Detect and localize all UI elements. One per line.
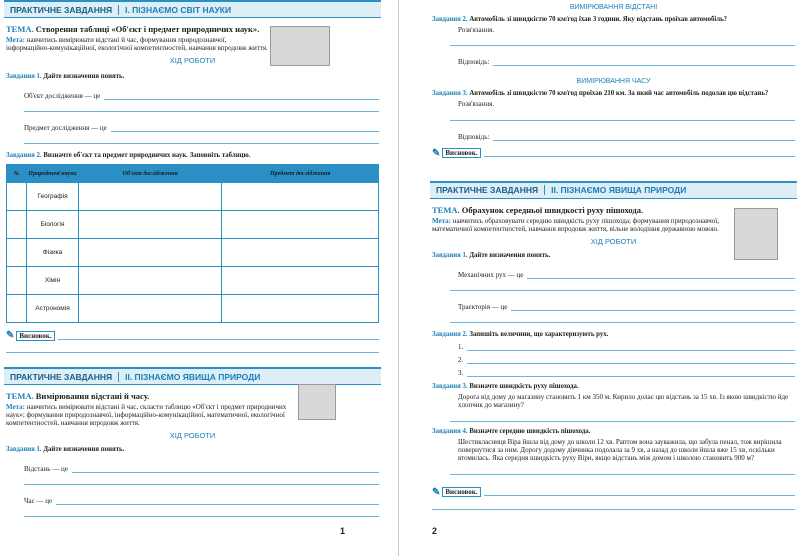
stopwatch-image bbox=[298, 384, 336, 420]
distance-definition-field[interactable] bbox=[24, 463, 379, 473]
task-2 bbox=[432, 331, 795, 338]
item-number: 3. bbox=[458, 368, 464, 377]
pencil-icon: ✎ bbox=[432, 486, 441, 498]
task-label: Завдання 1. bbox=[6, 446, 42, 454]
table-cell[interactable] bbox=[79, 295, 222, 323]
conclusion-label: Висновок. bbox=[16, 331, 54, 341]
header-section: І. ПІЗНАЄМО СВІТ НАУКИ bbox=[118, 5, 231, 15]
science-name: Біологія bbox=[27, 211, 79, 239]
task-label: Завдання 1. bbox=[432, 251, 468, 259]
field-label: Відстань — це bbox=[24, 465, 68, 474]
section-heading: ВИМІРЮВАННЯ ЧАСУ bbox=[576, 78, 651, 86]
table-cell[interactable] bbox=[79, 267, 222, 295]
task-3 bbox=[432, 90, 795, 97]
table-cell[interactable] bbox=[79, 183, 222, 211]
topic-text: Вимірювання відстані й часу. bbox=[35, 391, 150, 402]
sciences-table bbox=[6, 164, 379, 323]
table-row bbox=[7, 295, 379, 323]
object-definition-field[interactable] bbox=[24, 90, 379, 100]
topic-title bbox=[432, 205, 727, 215]
goal-text: навчитись вимірювати відстані й час, скласти таблицю «Об'єкт і предмет природничих наук»; формування природознавчої, інформаційно-комунікаційної, математичної, екологічної компетентностей, навчання впродовж життя. bbox=[6, 403, 287, 428]
task-text: Визначте об'єкт та предмет природничих наук. Заповніть таблицю. bbox=[43, 152, 251, 160]
table-row bbox=[7, 211, 379, 239]
conclusion-label: Висновок. bbox=[442, 148, 480, 158]
practical-header-2 bbox=[4, 367, 381, 385]
table-cell[interactable] bbox=[222, 211, 379, 239]
table-cell[interactable] bbox=[79, 239, 222, 267]
conclusion[interactable] bbox=[432, 148, 795, 159]
task-body: Дорога від дому до магазину становить 1 км 350 м. Кирило долає цю відстань за 15 хв. Із якою швидкістю йде хлопчик до магазину? bbox=[458, 392, 789, 410]
numbered-line[interactable] bbox=[458, 355, 795, 364]
answer-field[interactable] bbox=[458, 131, 795, 141]
table-cell[interactable] bbox=[79, 211, 222, 239]
numbered-line[interactable] bbox=[458, 342, 795, 351]
field-label: Об'єкт дослідження — це bbox=[24, 92, 101, 101]
header-section: ІІ. ПІЗНАЄМО ЯВИЩА ПРИРОДИ bbox=[544, 185, 686, 195]
topic-text: Обрахунок середньої швидкості руху пішохода. bbox=[461, 204, 644, 215]
table-row bbox=[7, 239, 379, 267]
answer-line[interactable] bbox=[6, 347, 379, 353]
goal bbox=[6, 36, 271, 52]
table-cell[interactable] bbox=[222, 183, 379, 211]
science-name: Географія bbox=[27, 183, 79, 211]
page-2 bbox=[416, 0, 801, 556]
solution-label: Розв'язання. bbox=[458, 26, 495, 34]
task-2 bbox=[6, 152, 379, 159]
task-label: Завдання 2. bbox=[432, 16, 468, 23]
topic-label: ТЕМА. bbox=[6, 24, 34, 34]
practical-header-3 bbox=[430, 181, 797, 199]
goal bbox=[432, 217, 727, 233]
answer-line[interactable] bbox=[450, 115, 795, 121]
item-number: 1. bbox=[458, 342, 464, 351]
science-name: Фізика bbox=[27, 239, 79, 267]
task-text: Запишіть величини, що характеризують рух. bbox=[469, 330, 609, 338]
task-label: Завдання 2. bbox=[6, 152, 42, 160]
goal-label: Мета: bbox=[6, 36, 25, 44]
task-4 bbox=[432, 428, 795, 435]
procedure-heading: ХІД РОБОТИ bbox=[169, 431, 216, 441]
field-label: Відповідь: bbox=[458, 132, 490, 141]
task-label: Завдання 4. bbox=[432, 427, 468, 435]
table-row bbox=[7, 183, 379, 211]
task-1 bbox=[6, 73, 379, 80]
task-label: Завдання 3. bbox=[432, 382, 468, 390]
task-label: Завдання 3. bbox=[432, 90, 468, 98]
answer-field[interactable] bbox=[458, 56, 795, 66]
mechanical-motion-field[interactable] bbox=[458, 269, 795, 279]
answer-line[interactable] bbox=[432, 504, 795, 510]
procedure-heading: ХІД РОБОТИ bbox=[169, 56, 216, 66]
subject-definition-field[interactable] bbox=[24, 122, 379, 132]
page-number: 2 bbox=[432, 526, 438, 536]
item-number: 2. bbox=[458, 355, 464, 364]
topic-label: ТЕМА. bbox=[432, 204, 460, 215]
task-label: Завдання 2. bbox=[432, 330, 468, 338]
header-label: ПРАКТИЧНЕ ЗАВДАННЯ bbox=[436, 185, 539, 196]
table-cell[interactable] bbox=[222, 295, 379, 323]
answer-line[interactable] bbox=[24, 511, 379, 517]
pencil-icon: ✎ bbox=[432, 147, 441, 159]
task-text: Визначте середню швидкість пішохода. bbox=[469, 427, 591, 435]
task-text: Визначте швидкість руху пішохода. bbox=[469, 382, 579, 390]
runner-image bbox=[734, 208, 778, 260]
topic-label: ТЕМА. bbox=[6, 391, 34, 402]
page-gutter bbox=[398, 0, 399, 556]
numbered-line[interactable] bbox=[458, 368, 795, 377]
answer-line[interactable] bbox=[24, 138, 379, 144]
task-text: Автомобіль зі швидкістю 70 км/год проїхав 210 км. За який час автомобіль подолав цю відстань? bbox=[469, 90, 769, 98]
table-cell[interactable] bbox=[222, 267, 379, 295]
page-number: 1 bbox=[339, 526, 345, 536]
goal-label: Мета: bbox=[432, 216, 451, 225]
goal-text: навчитись обраховувати середню швидкість руху пішохода; формування природознавчої, математичної компетентностей, навчання впродовж життя, вільне володіння державною мовою. bbox=[432, 216, 720, 233]
task-2 bbox=[432, 16, 795, 23]
conclusion[interactable] bbox=[432, 487, 795, 498]
topic-title bbox=[6, 24, 271, 34]
pencil-icon: ✎ bbox=[6, 330, 15, 342]
answer-line[interactable] bbox=[450, 317, 795, 323]
goal bbox=[6, 403, 291, 427]
task-3 bbox=[432, 383, 795, 390]
answer-line[interactable] bbox=[450, 40, 795, 46]
topic-title bbox=[6, 391, 291, 401]
table-cell[interactable] bbox=[222, 239, 379, 267]
illustration-image bbox=[270, 26, 330, 66]
solution-label: Розв'язання. bbox=[458, 100, 495, 109]
task-label: Завдання 1. bbox=[6, 73, 42, 81]
field-label: Предмет дослідження — це bbox=[24, 124, 107, 133]
field-label: Траєкторія — це bbox=[458, 302, 508, 311]
trajectory-field[interactable] bbox=[458, 301, 795, 311]
task-text: Дайте визначення понять. bbox=[43, 446, 125, 454]
col-header: № bbox=[7, 165, 27, 183]
answer-line[interactable] bbox=[24, 106, 379, 112]
task-1 bbox=[6, 446, 379, 453]
conclusion-label: Висновок. bbox=[442, 487, 480, 497]
answer-line[interactable] bbox=[450, 469, 795, 475]
conclusion[interactable] bbox=[6, 330, 379, 341]
task-body: Шестикласниця Віра йшла від дому до школи 12 хв. Раптом вона зауважила, що забула пенал, тож вирішила повернутися за ним. Дорогу додому дівчинка подолала за 9 хв, а назад до школи йшла вже 15 хв, оскільки втомилась. Яка середня швидкість руху Віри, якщо відстань між домом і школою становить 900 м? bbox=[458, 437, 782, 463]
goal-text: навчитись вимірювати відстані й час, формування природознавчої, інформаційно-комунікаційної, екологічної компетентностей, навчання впродовж життя. bbox=[6, 36, 268, 53]
topic-text: Створення таблиці «Об'єкт і предмет природничих наук». bbox=[35, 24, 260, 34]
task-text: Дайте визначення понять. bbox=[43, 73, 125, 81]
col-header: Предмет дослідження bbox=[222, 165, 379, 183]
field-label: Відповідь: bbox=[458, 58, 490, 67]
answer-line[interactable] bbox=[450, 416, 795, 422]
answer-line[interactable] bbox=[24, 479, 379, 485]
task-text: Дайте визначення понять. bbox=[469, 251, 551, 259]
header-label: ПРАКТИЧНЕ ЗАВДАННЯ bbox=[10, 371, 113, 382]
field-label: Час — це bbox=[24, 497, 53, 506]
practical-header-1 bbox=[4, 0, 381, 18]
goal-label: Мета: bbox=[6, 403, 25, 412]
header-label: ПРАКТИЧНЕ ЗАВДАННЯ bbox=[10, 4, 113, 15]
table-row bbox=[7, 267, 379, 295]
science-name: Астрономія bbox=[27, 295, 79, 323]
page-1 bbox=[0, 0, 385, 556]
answer-line[interactable] bbox=[450, 285, 795, 291]
science-name: Хімія bbox=[27, 267, 79, 295]
col-header: Природничі науки bbox=[27, 165, 79, 183]
procedure-heading: ХІД РОБОТИ bbox=[590, 236, 637, 246]
task-text: Автомобіль зі швидкістю 70 км/год їхав 3 години. Яку відстань проїхав автомобіль? bbox=[469, 16, 728, 23]
header-section: ІІ. ПІЗНАЄМО ЯВИЩА ПРИРОДИ bbox=[118, 372, 260, 382]
time-definition-field[interactable] bbox=[24, 495, 379, 505]
field-label: Механічних рух — це bbox=[458, 270, 524, 279]
section-heading: ВИМІРЮВАННЯ ВІДСТАНІ bbox=[569, 4, 658, 11]
col-header: Об'єкт дослідження bbox=[79, 165, 222, 183]
